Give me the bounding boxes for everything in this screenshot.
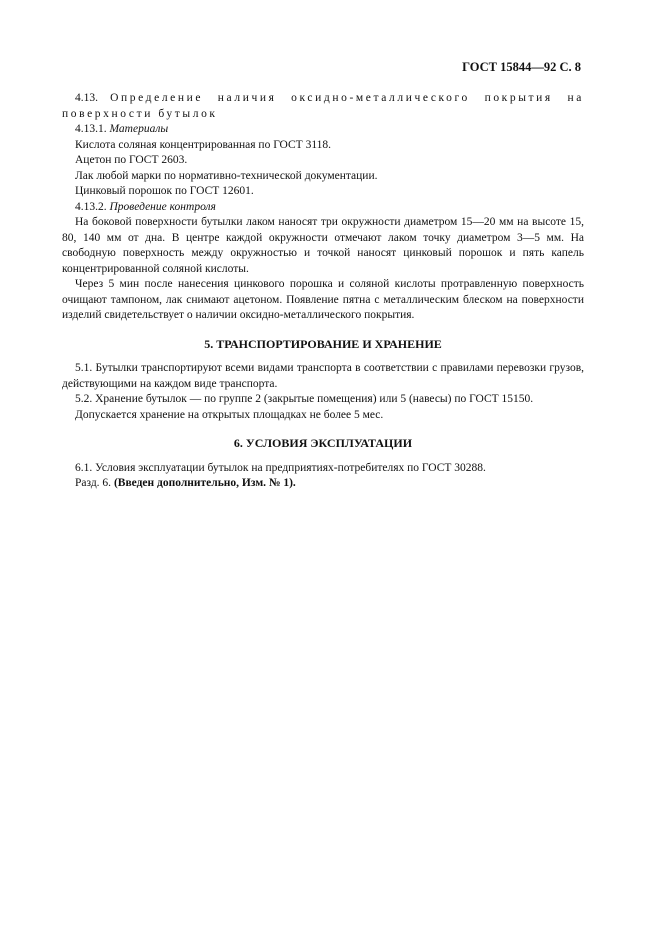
page-header: ГОСТ 15844—92 С. 8	[462, 60, 581, 74]
clause-number: 4.13.1.	[75, 123, 107, 135]
clause-number: 4.13.2.	[75, 200, 107, 213]
clause-number: 4.13.	[75, 92, 98, 104]
material-item: Цинковый порошок по ГОСТ 12601.	[75, 185, 254, 197]
note-prefix: Разд. 6.	[75, 477, 112, 489]
clause-title: Определение наличия оксидно-металлического покрытия на поверхности бутылок	[62, 92, 584, 120]
material-item: Ацетон по ГОСТ 2603.	[75, 154, 188, 166]
clause-title: Проведение контроля	[109, 200, 216, 213]
procedure-paragraph: Через 5 мин после нанесения цинкового порошка и соляной кислоты протравленную поверхность очищают тампоном, лак снимают ацетоном. Появление пятна с металлическим блеском на поверхности изделий свидетельствует о наличии оксидно-металлического покрытия.	[62, 278, 584, 321]
material-item: Кислота соляная концентрированная по ГОСТ 3118.	[75, 138, 332, 151]
document-body	[62, 91, 584, 492]
section-5-title: 5. ТРАНСПОРТИРОВАНИЕ И ХРАНЕНИЕ	[204, 336, 442, 351]
clause-4-13-2-heading	[62, 200, 584, 216]
clause-4-13-1-heading	[62, 122, 584, 138]
procedure-paragraph: На боковой поверхности бутылки лаком наносят три окружности диаметром 15—20 мм на высоте 15, 80, 140 мм от дна. В центре каждой окружности отмечают лаком точку диаметром 3—5 мм. На свободную поверхность между окружностью и точкой наносят цинковый порошок и пять капель концентрированной соляной кислоты.	[62, 216, 584, 275]
amendment-note	[62, 476, 584, 492]
clause-4-13-heading	[62, 91, 584, 122]
clause-title: Материалы	[109, 123, 169, 135]
material-item: Лак любой марки по нормативно-технической документации.	[75, 169, 378, 182]
note-amendment: (Введен дополнительно, Изм. № 1).	[113, 477, 296, 489]
storage-note: Допускается хранение на открытых площадках не более 5 мес.	[75, 408, 384, 421]
section-6-title: 6. УСЛОВИЯ ЭКСПЛУАТАЦИИ	[233, 436, 413, 450]
clause-5-2: 5.2. Хранение бутылок — по группе 2 (закрытые помещения) или 5 (навесы) по ГОСТ 15150.	[75, 393, 534, 405]
clause-5-1: 5.1. Бутылки транспортируют всеми видами транспорта в соответствии с правилами перевозки грузов, действующими на каждом виде транспорта.	[62, 362, 584, 390]
clause-6-1: 6.1. Условия эксплуатации бутылок на предприятиях-потребителях по ГОСТ 30288.	[75, 461, 486, 474]
